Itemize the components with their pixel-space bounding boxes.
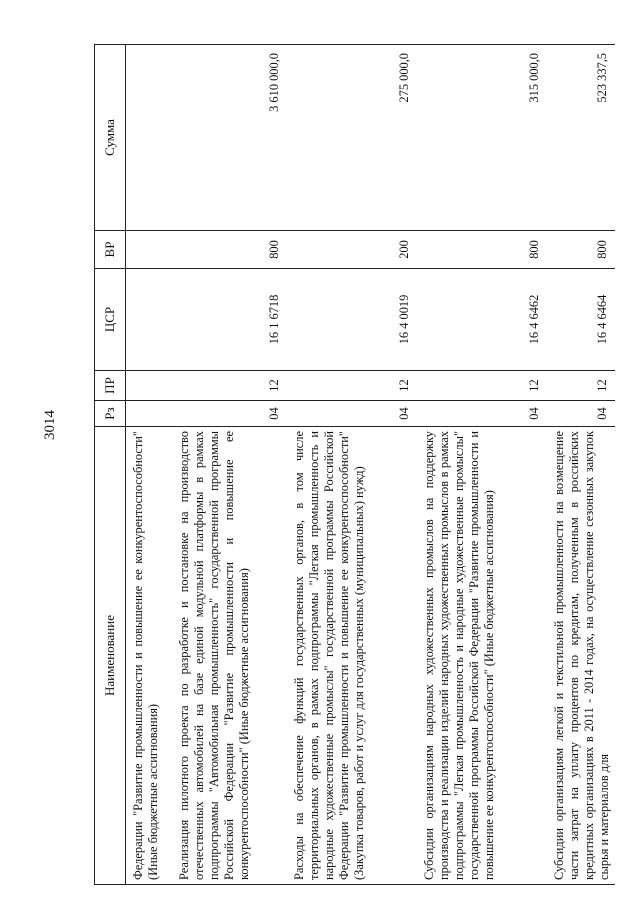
- row-csr: 16 4 6462: [417, 269, 547, 371]
- table-row: [172, 45, 287, 885]
- row-csr: 16 4 0019: [287, 269, 417, 371]
- table-row: [287, 45, 417, 885]
- header-vr: ВР: [95, 231, 126, 269]
- row-vr: 800: [547, 231, 615, 269]
- row-vr: [126, 231, 172, 269]
- budget-table: [94, 44, 615, 885]
- table-row: [547, 45, 615, 885]
- row-name: Реализация пилотного проекта по разработке и постановке на производство отечественных автомобилей на базе единой модульной платформы в рамках подпрограммы "Автомобильная промышленность" государственной программы Российской Федерации "Развитие промышленности и повышение ее конкурентоспособности" (Иные бюджетные ассигнования): [172, 427, 287, 885]
- row-vr: 800: [172, 231, 287, 269]
- table-row: [417, 45, 547, 885]
- header-rz: Рз: [95, 401, 126, 427]
- row-pr: 12: [547, 371, 615, 401]
- row-csr: 16 4 6464: [547, 269, 615, 371]
- table-header-row: [95, 45, 126, 885]
- row-vr: 200: [287, 231, 417, 269]
- row-rz: 04: [417, 401, 547, 427]
- row-sum: 3 610 000,0: [172, 45, 287, 231]
- row-sum: 275 000,0: [287, 45, 417, 231]
- header-name: Наименование: [95, 427, 126, 885]
- row-pr: 12: [172, 371, 287, 401]
- table-row: [126, 45, 172, 885]
- row-pr: [126, 371, 172, 401]
- row-csr: [126, 269, 172, 371]
- row-rz: 04: [547, 401, 615, 427]
- row-vr: 800: [417, 231, 547, 269]
- row-sum: [126, 45, 172, 231]
- row-pr: 12: [287, 371, 417, 401]
- row-pr: 12: [417, 371, 547, 401]
- row-csr: 16 1 6718: [172, 269, 287, 371]
- row-name: Федерации "Развитие промышленности и повышение ее конкурентоспособности" (Иные бюджетные ассигнования): [126, 427, 172, 885]
- row-sum: 523 337,5: [547, 45, 615, 231]
- header-csr: ЦСР: [95, 269, 126, 371]
- row-name: Субсидии организациям народных художественных промыслов на поддержку производства и реализации изделий народных художественных промыслов в рамках подпрограммы "Легкая промышленность и народные художественные промыслы" государственной программы Российской Федерации "Развитие промышленности и повышение ее конкурентоспособности" (Иные бюджетные ассигнования): [417, 427, 547, 885]
- rotated-table-container: [94, 45, 614, 885]
- row-rz: [126, 401, 172, 427]
- header-pr: ПР: [95, 371, 126, 401]
- page-number: 3014: [42, 410, 58, 440]
- header-sum: Сумма: [95, 45, 126, 231]
- row-name: Расходы на обеспечение функций государственных органов, в том числе территориальных органов, в рамках подпрограммы "Легкая промышленность и народные художественные промыслы" государственной программы Российской Федерации "Развитие промышленности и повышение ее конкурентоспособности" (Закупка товаров, работ и услуг для государственных (муниципальных) нужд): [287, 427, 417, 885]
- row-rz: 04: [287, 401, 417, 427]
- row-rz: 04: [172, 401, 287, 427]
- row-sum: 315 000,0: [417, 45, 547, 231]
- row-name: Субсидии организациям легкой и текстильной промышленности на возмещение части затрат на уплату процентов по кредитам, полученным в российских кредитных организациях в 2011 - 2014 годах, на осуществление сезонных закупок сырья и материалов для: [547, 427, 615, 885]
